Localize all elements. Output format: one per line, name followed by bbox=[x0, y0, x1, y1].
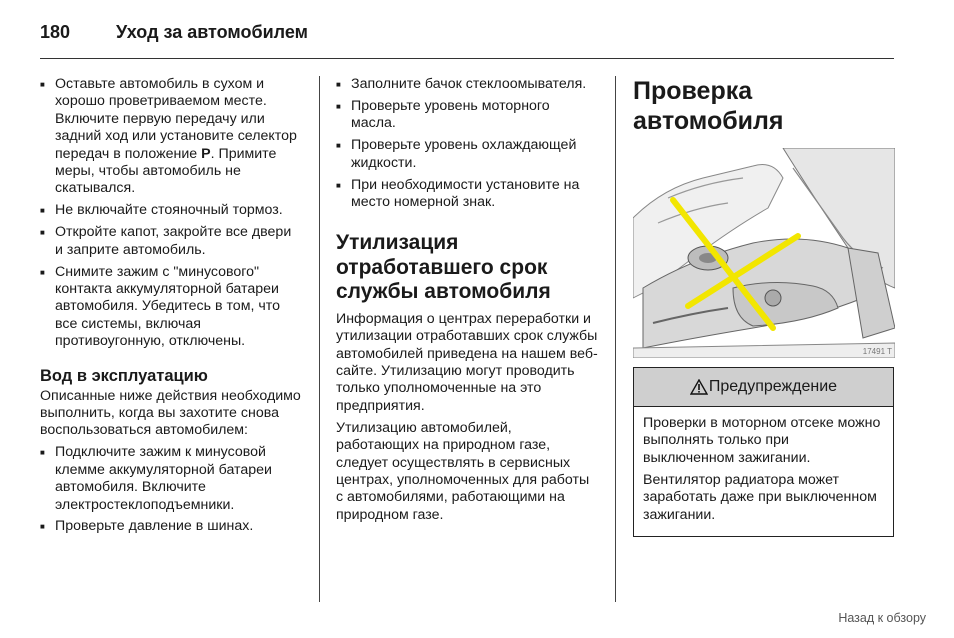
warning-paragraph: Вентилятор радиатора может заработать даже при выключенном зажигании. bbox=[643, 471, 877, 523]
engine-bay-illustration bbox=[633, 148, 895, 358]
page-header bbox=[40, 20, 894, 60]
header-divider bbox=[40, 58, 894, 59]
warning-body bbox=[634, 407, 893, 524]
list-item: ■ Проверьте давление в шинах. bbox=[40, 518, 302, 535]
bullet-list bbox=[336, 76, 598, 211]
list-item: ■ Не включайте стояночный тормоз. bbox=[40, 202, 302, 219]
column-2 bbox=[336, 76, 598, 529]
subheading: Вод в эксплуатацию bbox=[40, 366, 208, 385]
warning-paragraph: Проверки в моторном отсеке можно выполнять только при выключенном зажигании. bbox=[643, 415, 881, 466]
column-1 bbox=[40, 76, 302, 540]
list-item: ■ Снимите зажим с "минусового" контакта аккумуляторной батареи автомобиля. Убедитесь в том, что все системы, включая противоугонную, отключены. bbox=[40, 264, 302, 351]
list-item: ■ Подключите зажим к минусовой клемме аккумуляторной батареи автомобиля. Включите электростеклоподъемники. bbox=[40, 444, 302, 514]
list-item: ■ Заполните бачок стеклоомывателя. bbox=[336, 76, 598, 93]
chapter-title: Уход за автомобилем bbox=[116, 22, 308, 42]
paragraph: Утилизацию автомобилей, работающих на природном газе, следует осуществлять в сервисных центрах, уполномоченных для работы с автомобилями, работающими на природном газе. bbox=[336, 419, 590, 523]
column-divider bbox=[319, 76, 320, 602]
list-item: ■ Проверьте уровень охлаждающей жидкости. bbox=[336, 137, 598, 172]
list-item: ■ Откройте капот, закройте все двери и заприте автомобиль. bbox=[40, 224, 302, 259]
list-item: ■ Оставьте автомобиль в сухом и хорошо проветриваемом месте. Включите первую передачу или задний ход или установите селектор передач в положение P. Примите меры, чтобы автомобиль не скатывался. bbox=[40, 76, 302, 198]
warning-header bbox=[634, 368, 893, 407]
list-item: ■ При необходимости установите на место номерной знак. bbox=[336, 177, 598, 212]
page-number: 180 bbox=[40, 22, 71, 42]
section-heading: Утилизация отработавшего срок службы автомобиля bbox=[336, 231, 551, 304]
figure-label: 17491 T bbox=[862, 347, 892, 356]
warning-title: Предупреждение bbox=[708, 378, 838, 395]
paragraph: Информация о центрах переработки и утилизации отработавших срок службы автомобилей приведена на нашем веб-сайте. Утилизацию могут проводить только уполномоченные на это предприятия. bbox=[336, 310, 598, 414]
list-item: ■ Проверьте уровень моторного масла. bbox=[336, 98, 598, 133]
bullet-list bbox=[40, 76, 302, 351]
back-to-overview-link[interactable]: Назад к обзору bbox=[838, 611, 926, 625]
warning-box bbox=[633, 367, 894, 537]
paragraph: Описанные ниже действия необходимо выполнить, когда вы захотите снова воспользоваться автомобилем: bbox=[40, 387, 301, 439]
section-title: Проверка автомобиля bbox=[633, 77, 784, 135]
gear-letter: P bbox=[201, 145, 211, 162]
engine-bay-image bbox=[633, 148, 895, 358]
bullet-list bbox=[40, 444, 302, 536]
warning-triangle-icon bbox=[690, 379, 708, 395]
column-divider bbox=[615, 76, 616, 602]
